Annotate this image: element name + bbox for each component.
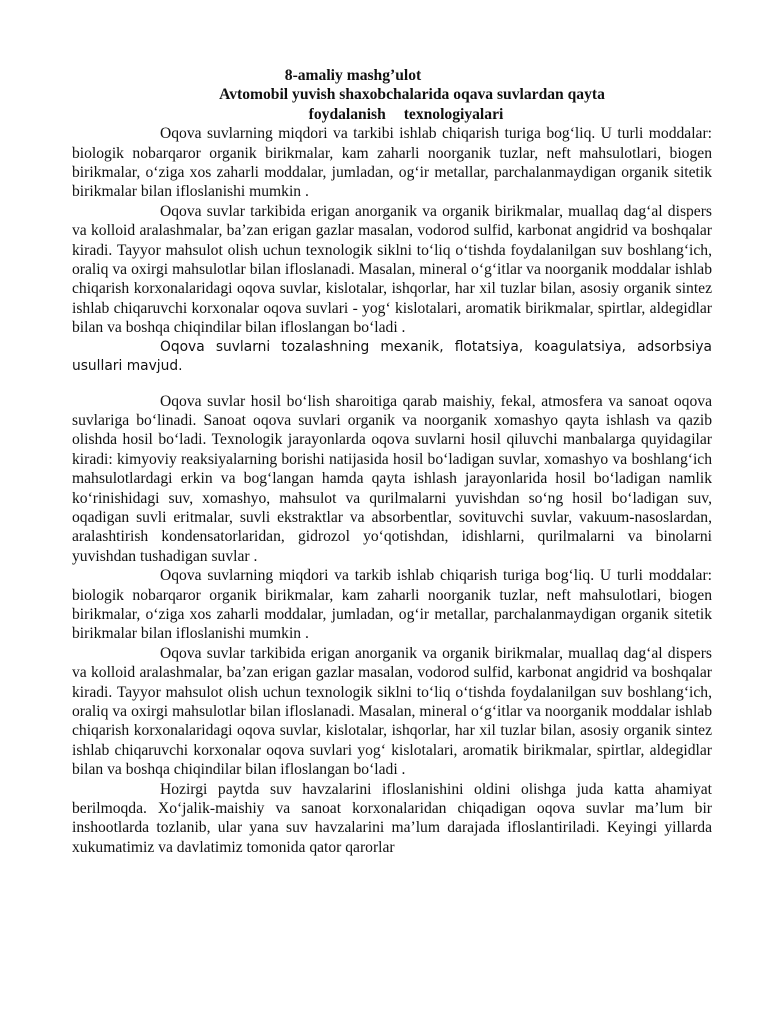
document-title-line: foydalanish texnologiyalari xyxy=(308,105,504,123)
paragraph-methods: Oqova suvlarni tozalashning mexanik, flotatsiya, koagulatsiya, adsorbsiya usullari mavjud. xyxy=(72,338,712,375)
paragraph: Oqova suvlar hosil bo‘lish sharoitiga qarab maishiy, fekal, atmosfera va sanoat oqova suvlariga bo‘linadi. Sanoat oqova suvlari organik va noorganik xomashyo qayta ishlash va qazib olishda hosil bo‘ladi. Texnologik jarayonlarda oqova suvlarni hosil qiluvchi manbalarga quyidagilar kiradi: kimyoviy reaksiyalarning borishi natijasida hosil bo‘ladigan suvlar, xomashyo va boshlang‘ich mahsulotlardagi erkin va bog‘langan hamda qayta ishlash jarayonlarida hosil bo‘ladigan namlik ko‘rinishidagi suv, xomashyo, mahsulot va qurilmalarni yuvishdan so‘ng hosil bo‘ladigan suv, oqadigan suvli eritmalar, suvli ekstraktlar va absorbentlar, sovituvchi suvlar, vakuum-nasoslardan, aralashtirish kondensatorlaridan, gidrozol yo‘qotishdan, idishlarni, qurilmalarni va binolarni yuvishdan tushadigan suvlar . xyxy=(72,392,712,565)
paragraph: Oqova suvlarning miqdori va tarkib ishlab chiqarish turiga bog‘liq. U turli moddalar: biologik nobarqaror organik birikmalar, kam zaharli noorganik tuzlar, neft mahsulotlari, biogen birikmalar, o‘ziga xos zaharli moddalar, jumladan, og‘ir metallar, parchalanmaydigan organik sitetik birikmalar bilan ifloslanishi mumkin . xyxy=(72,567,712,643)
paragraph: Oqova suvlar tarkibida erigan anorganik va organik birikmalar, muallaq dag‘al dispers va kolloid aralashmalar, ba’zan erigan gazlar masalan, vodorod sulfid, karbonat angidrid va boshqalar kiradi. Tayyor mahsulot olish uchun texnologik siklni to‘liq o‘tishda foydalanilgan suv boshlang‘ich, oraliq va oxirgi mahsulotlar bilan ifloslanadi. Masalan, mineral o‘g‘itlar va noorganik moddalar ishlab chiqarish korxonalaridagi oqova suvlar, kislotalar, ishqorlar, har xil tuzlar bilan, asosiy organik sintez ishlab chiqaruvchi korxonalar oqova suvlari yog‘ kislotalari, aromatik birikmalar, spirtlar, aldegidlar bilan va boshqa chiqindilar bilan ifloslangan bo‘ladi . xyxy=(72,644,712,779)
document-page xyxy=(72,66,712,857)
paragraph: Oqova suvlarning miqdori va tarkibi ishlab chiqarish turiga bog‘liq. U turli moddalar: biologik nobarqaror organik birikmalar, kam zaharli noorganik tuzlar, neft mahsulotlari, biogen birikmalar, o‘ziga xos zaharli moddalar, jumladan, og‘ir metallar, parchalanmaydigan organik sitetik birikmalar bilan ifloslanishi mumkin . xyxy=(72,125,712,201)
paragraph: Hozirgi paytda suv havzalarini ifloslanishini oldini olishga juda katta ahamiyat berilmoqda. Xo‘jalik-maishiy va sanoat korxonalaridan chiqadigan oqova suvlar ma’lum bir inshootlarda tozlanib, ular yana suv havzalarini ma’lum darajada ifloslantiriladi. Keyingi yillarda xukumatimiz va davlatimiz tomonida qator qarorlar xyxy=(72,780,712,856)
exercise-number-heading: 8-amaliy mashg’ulot xyxy=(284,67,422,84)
paragraph: Oqova suvlar tarkibida erigan anorganik va organik birikmalar, muallaq dag‘al dispers va kolloid aralashmalar, ba’zan erigan gazlar masalan, vodorod sulfid, karbonat angidrid va boshqalar kiradi. Tayyor mahsulot olish uchun texnologik siklni to‘liq o‘tishda foydalanilgan suv boshlang‘ich, oraliq va oxirgi mahsulotlar bilan ifloslanadi. Masalan, mineral o‘g‘itlar va noorganik moddalar ishlab chiqarish korxonalaridagi oqova suvlar, kislotalar, ishqorlar, har xil tuzlar bilan, asosiy organik sintez ishlab chiqaruvchi korxonalar oqova suvlari - yog‘ kislotalari, aromatik birikmalar, spirtlar, aldegidlar bilan va boshqa chiqindilar bilan ifloslangan bo‘ladi . xyxy=(72,202,712,337)
document-title-line: Avtomobil yuvish shaxobchalarida oqava suvlardan qayta xyxy=(219,86,605,104)
